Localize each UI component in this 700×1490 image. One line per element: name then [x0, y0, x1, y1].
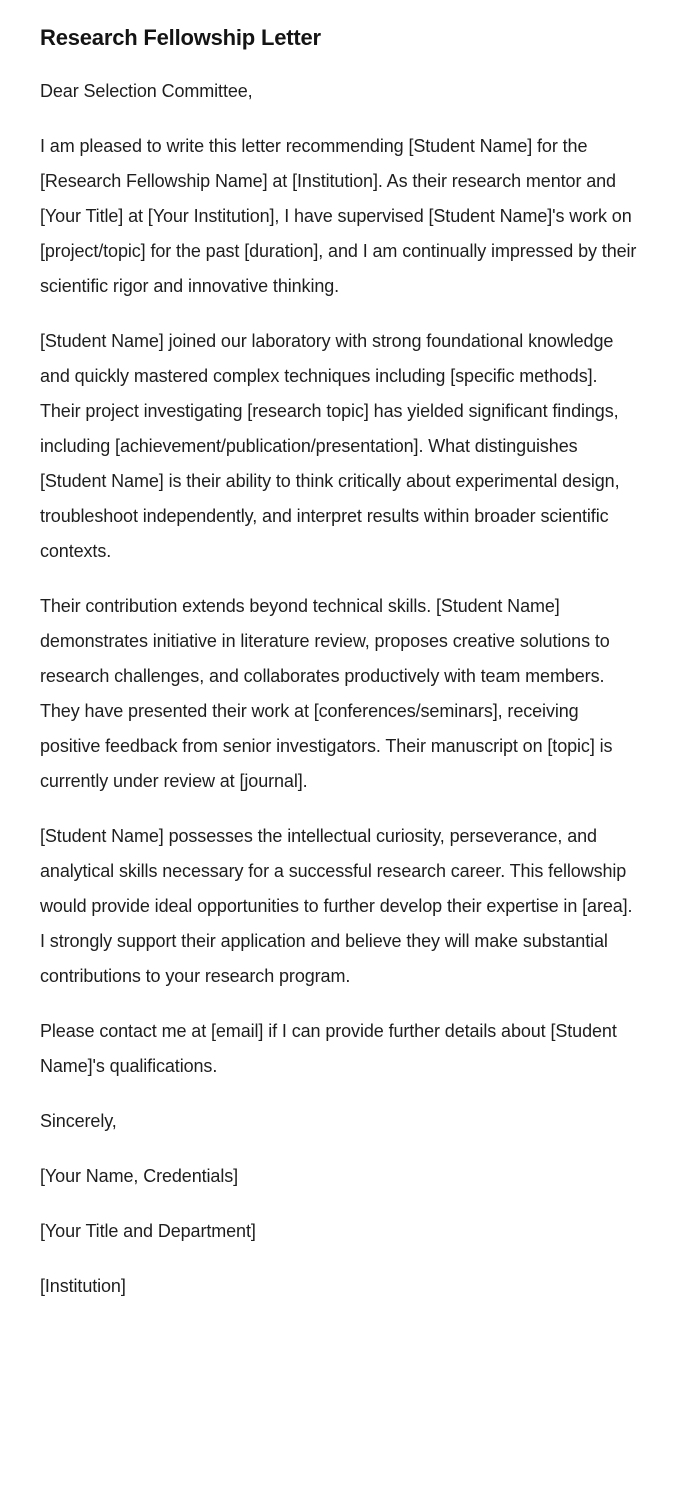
letter-closing: Sincerely,	[40, 1111, 117, 1131]
letter-title: Research Fellowship Letter	[40, 25, 321, 50]
letter-paragraph-intro: I am pleased to write this letter recommending [Student Name] for the [Research Fellowship Name] at [Institution]. As their research mentor and [Your Title] at [Your Institution], I have supervised [Student Name]'s work on [project/topic] for the past [duration], and I am continually impressed by their scientific rigor and innovative thinking.	[40, 136, 637, 296]
letter-paragraph-contact: Please contact me at [email] if I can provide further details about [Student Name]'s qualifications.	[40, 1021, 617, 1076]
letter-paragraph-lab-work: [Student Name] joined our laboratory with strong foundational knowledge and quickly mastered complex techniques including [specific methods]. Their project investigating [research topic] has yielded significant findings, including [achievement/publication/presentation]. What distinguishes [Student Name] is their ability to think critically about experimental design, troubleshoot independently, and interpret results within broader scientific contexts.	[40, 331, 620, 561]
letter-salutation: Dear Selection Committee,	[40, 81, 253, 101]
signature-line-name: [Your Name, Credentials]	[40, 1166, 239, 1186]
letter-paragraph-contribution: Their contribution extends beyond technical skills. [Student Name] demonstrates initiative in literature review, proposes creative solutions to research challenges, and collaborates productively with team members. They have presented their work at [conferences/seminars], receiving positive feedback from senior investigators. Their manuscript on [topic] is currently under review at [journal].	[40, 596, 613, 791]
letter-paragraph-endorsement: [Student Name] possesses the intellectual curiosity, perseverance, and analytical skills necessary for a successful research career. This fellowship would provide ideal opportunities to further develop their expertise in [area]. I strongly support their application and believe they will make substantial contributions to your research program.	[40, 826, 633, 986]
signature-line-institution: [Institution]	[40, 1276, 126, 1296]
signature-line-title: [Your Title and Department]	[40, 1221, 256, 1241]
